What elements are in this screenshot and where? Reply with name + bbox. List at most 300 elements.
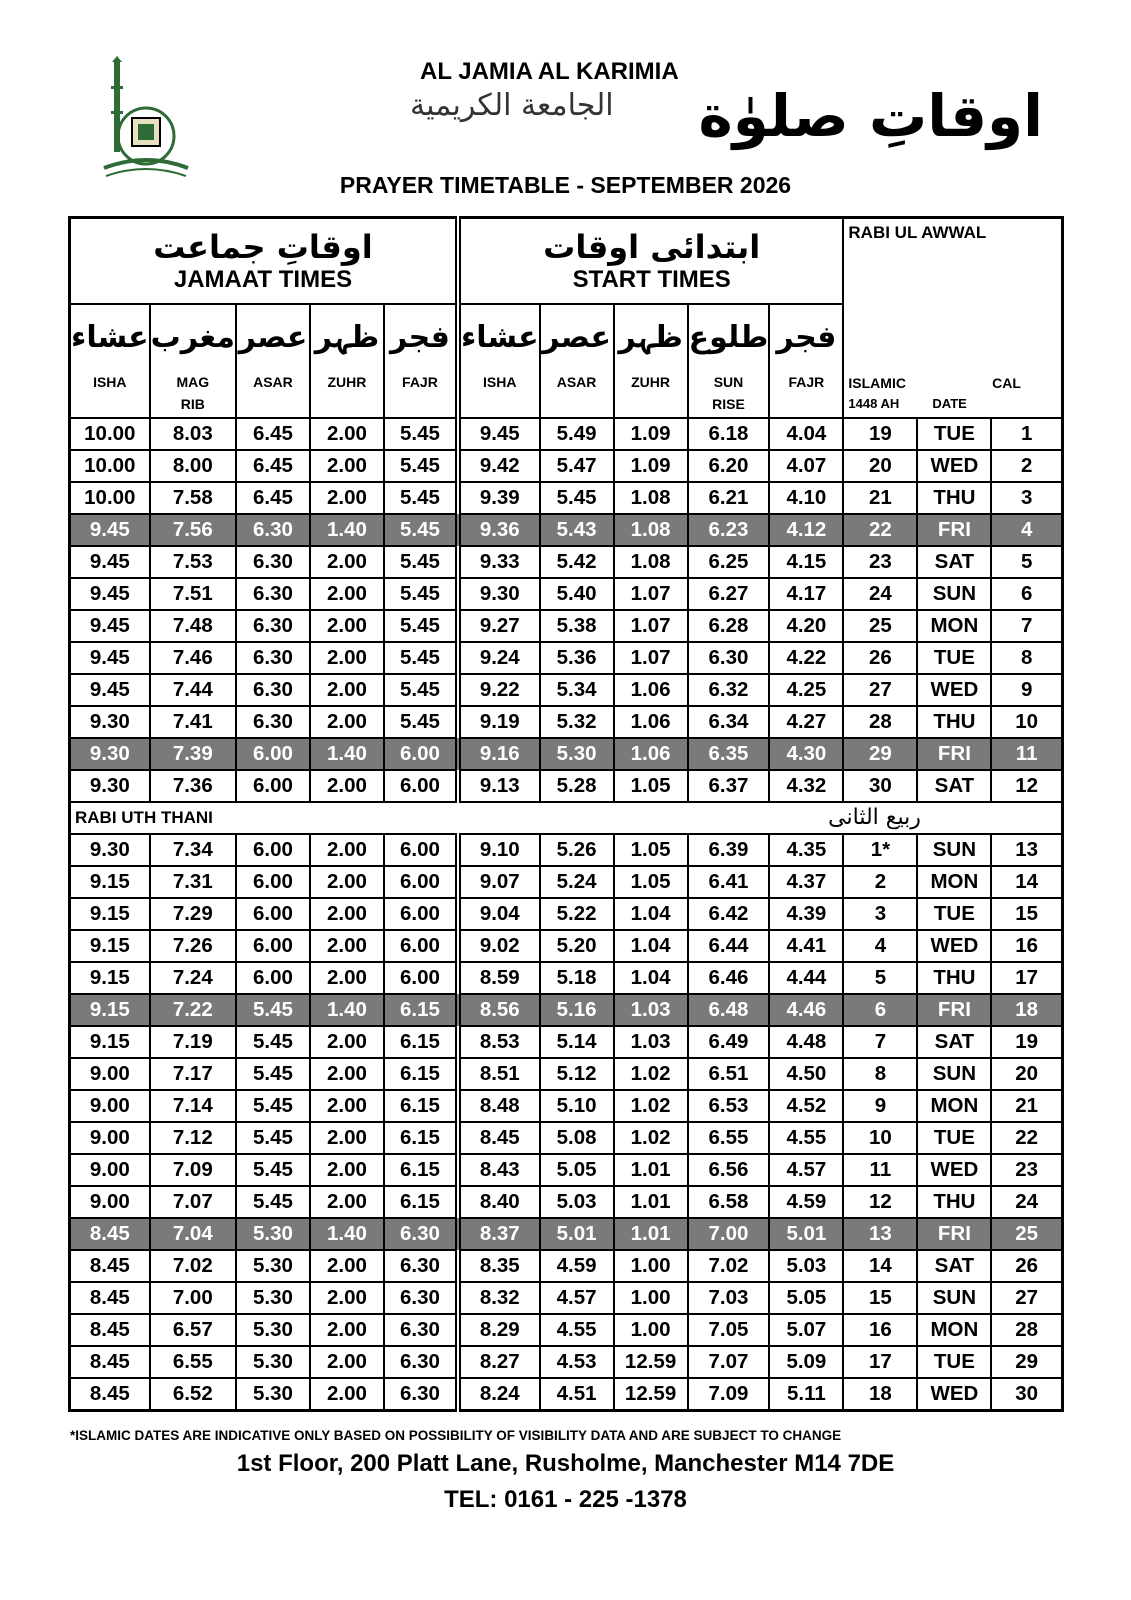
table-cell: MON (917, 1090, 991, 1122)
table-cell: 6.15 (384, 1058, 458, 1090)
table-cell: 1.07 (614, 642, 688, 674)
table-cell: 4.35 (769, 834, 843, 866)
table-cell: 6.52 (150, 1378, 236, 1411)
table-cell: 10.00 (70, 482, 150, 514)
telephone: TEL: 0161 - 225 -1378 (444, 1486, 687, 1513)
table-cell: THU (917, 1186, 991, 1218)
table-cell: 24 (991, 1186, 1062, 1218)
table-cell: 1.08 (614, 482, 688, 514)
table-cell: 5.07 (769, 1314, 843, 1346)
table-cell: 9.42 (458, 450, 540, 482)
table-cell: 5.43 (540, 514, 614, 546)
table-cell: 7.41 (150, 706, 236, 738)
table-cell: 11 (843, 1154, 917, 1186)
table-cell: 9.07 (458, 866, 540, 898)
table-cell: 6.30 (384, 1282, 458, 1314)
table-cell: 2.00 (310, 610, 384, 642)
footnote: *ISLAMIC DATES ARE INDICATIVE ONLY BASED ON POSSIBILITY OF VISIBILITY DATA AND ARE SUBJECT TO CHANGE (70, 1428, 842, 1443)
table-cell: 5.38 (540, 610, 614, 642)
table-cell: 9.00 (70, 1090, 150, 1122)
table-cell: 4.59 (540, 1250, 614, 1282)
col-urdu: عشاء (460, 320, 539, 355)
col-header-jamaat-maghrib (150, 304, 236, 418)
table-cell: 5.45 (384, 674, 458, 706)
table-cell: 1.01 (614, 1154, 688, 1186)
table-cell: 7.09 (688, 1378, 770, 1411)
table-cell: 8.03 (150, 418, 236, 450)
table-cell: 13 (991, 834, 1062, 866)
month-break-urdu: ربیع الثانی (828, 805, 921, 830)
table-cell: 13 (843, 1218, 917, 1250)
table-cell: 1.05 (614, 866, 688, 898)
table-row (70, 642, 1063, 674)
table-cell: 6.00 (384, 866, 458, 898)
table-cell: 6.37 (688, 770, 770, 802)
col-en: FAJR (402, 374, 438, 390)
col-en: SUN (713, 374, 744, 390)
table-cell: 5 (843, 962, 917, 994)
table-cell: 1.07 (614, 610, 688, 642)
table-cell: 9.24 (458, 642, 540, 674)
table-cell: 9.45 (70, 514, 150, 546)
col-urdu: ظہر (314, 320, 380, 355)
table-cell: 12 (843, 1186, 917, 1218)
table-cell: 4.57 (540, 1282, 614, 1314)
table-cell: 9.10 (458, 834, 540, 866)
table-cell: 6.00 (236, 930, 310, 962)
table-cell: 6.00 (384, 770, 458, 802)
table-cell: 6 (991, 578, 1062, 610)
table-cell: TUE (917, 1346, 991, 1378)
table-cell: 6.39 (688, 834, 770, 866)
table-row (70, 1282, 1063, 1314)
table-cell: TUE (917, 898, 991, 930)
table-cell: 2.00 (310, 1058, 384, 1090)
table-cell: 8.27 (458, 1346, 540, 1378)
col-urdu: عشاء (71, 320, 149, 355)
table-cell: 7.29 (150, 898, 236, 930)
table-cell: MON (917, 1314, 991, 1346)
table-cell: 6.41 (688, 866, 770, 898)
table-cell: 6.15 (384, 994, 458, 1026)
col-urdu: فجر (776, 320, 837, 355)
table-cell: 9.15 (70, 1026, 150, 1058)
table-cell: 9.15 (70, 866, 150, 898)
table-cell: 8.29 (458, 1314, 540, 1346)
table-cell: 8.56 (458, 994, 540, 1026)
table-cell: 7.39 (150, 738, 236, 770)
table-cell: 9.30 (70, 770, 150, 802)
table-cell: 6.34 (688, 706, 770, 738)
table-cell: 6.21 (688, 482, 770, 514)
table-cell: 6.30 (384, 1218, 458, 1250)
table-cell: 2 (843, 866, 917, 898)
table-cell: 6.00 (384, 962, 458, 994)
table-row (70, 1314, 1063, 1346)
table-cell: 5.26 (540, 834, 614, 866)
table-cell: 2.00 (310, 418, 384, 450)
table-cell: THU (917, 482, 991, 514)
table-cell: 6.30 (236, 674, 310, 706)
table-cell: 9.33 (458, 546, 540, 578)
col-en: ZUHR (327, 374, 367, 390)
table-cell: 2 (991, 450, 1062, 482)
table-cell: 17 (991, 962, 1062, 994)
table-cell: 4.04 (769, 418, 843, 450)
table-cell: 5.34 (540, 674, 614, 706)
table-cell: 8 (991, 642, 1062, 674)
table-cell: 6.25 (688, 546, 770, 578)
table-cell: 7 (843, 1026, 917, 1058)
col-header-jamaat-isha (70, 304, 150, 418)
table-cell: 2.00 (310, 546, 384, 578)
table-cell: 9.45 (70, 578, 150, 610)
table-cell: 6.00 (384, 930, 458, 962)
table-cell: 23 (843, 546, 917, 578)
table-cell: 22 (843, 514, 917, 546)
table-cell: 6.45 (236, 450, 310, 482)
table-cell: 2.00 (310, 1378, 384, 1411)
table-cell: 6.00 (236, 898, 310, 930)
table-row (70, 866, 1063, 898)
table-row (70, 1346, 1063, 1378)
table-cell: 1.08 (614, 514, 688, 546)
table-cell: 8.45 (70, 1218, 150, 1250)
table-cell: 5.14 (540, 1026, 614, 1058)
table-cell: 12.59 (614, 1346, 688, 1378)
table-cell: 5.18 (540, 962, 614, 994)
table-cell: 5.45 (384, 706, 458, 738)
table-cell: 6.00 (236, 866, 310, 898)
table-cell: 27 (843, 674, 917, 706)
page-title: PRAYER TIMETABLE - SEPTEMBER 2026 (339, 172, 792, 198)
table-cell: 7.24 (150, 962, 236, 994)
table-cell: 9.45 (458, 418, 540, 450)
table-cell: 4.12 (769, 514, 843, 546)
table-cell: 6.58 (688, 1186, 770, 1218)
table-cell: 26 (991, 1250, 1062, 1282)
table-cell: 9.15 (70, 994, 150, 1026)
table-cell: 20 (991, 1058, 1062, 1090)
col-en: RIB (180, 396, 205, 412)
table-cell: 7.07 (688, 1346, 770, 1378)
table-cell: 7.09 (150, 1154, 236, 1186)
col-en: ISHA (93, 374, 127, 390)
table-cell: 1.40 (310, 994, 384, 1026)
table-cell: SUN (917, 1282, 991, 1314)
table-cell: 5.30 (236, 1282, 310, 1314)
table-cell: 27 (991, 1282, 1062, 1314)
table-cell: 1.04 (614, 898, 688, 930)
table-cell: 8.35 (458, 1250, 540, 1282)
table-row (70, 994, 1063, 1026)
col-en: ISHA (483, 374, 517, 390)
table-cell: 9.00 (70, 1186, 150, 1218)
table-cell: 1.00 (614, 1250, 688, 1282)
table-cell: 1.02 (614, 1122, 688, 1154)
table-cell: 20 (843, 450, 917, 482)
table-cell: 6.35 (688, 738, 770, 770)
table-cell: 6.49 (688, 1026, 770, 1058)
table-cell: 18 (991, 994, 1062, 1026)
table-cell: 6.56 (688, 1154, 770, 1186)
table-cell: 4.51 (540, 1378, 614, 1411)
table-cell: 2.00 (310, 482, 384, 514)
table-cell: 9.30 (70, 706, 150, 738)
table-cell: 4.57 (769, 1154, 843, 1186)
table-cell: 1.01 (614, 1186, 688, 1218)
table-cell: 2.00 (310, 1090, 384, 1122)
table-cell: 6.55 (150, 1346, 236, 1378)
table-cell: 5.22 (540, 898, 614, 930)
jamaat-group-urdu: اوقاتِ جماعت (153, 228, 373, 266)
table-cell: 1.04 (614, 930, 688, 962)
col-en: ASAR (556, 374, 597, 390)
table-cell: 1.40 (310, 514, 384, 546)
table-cell: 8.45 (70, 1282, 150, 1314)
table-cell: 5.40 (540, 578, 614, 610)
table-cell: 8.51 (458, 1058, 540, 1090)
address: 1st Floor, 200 Platt Lane, Rusholme, Manchester M14 7DE (236, 1450, 895, 1477)
table-cell: 6.00 (236, 770, 310, 802)
table-cell: 7.14 (150, 1090, 236, 1122)
table-cell: FRI (917, 994, 991, 1026)
month-break-label: RABI UTH THANI (75, 808, 213, 827)
table-cell: 1.05 (614, 834, 688, 866)
table-cell: 9.45 (70, 546, 150, 578)
table-cell: 15 (843, 1282, 917, 1314)
table-cell: 4 (843, 930, 917, 962)
table-cell: 4.27 (769, 706, 843, 738)
table-cell: 1.06 (614, 738, 688, 770)
table-cell: 16 (991, 930, 1062, 962)
table-cell: 7.05 (688, 1314, 770, 1346)
table-cell: 5.45 (236, 1026, 310, 1058)
table-cell: 6.00 (384, 898, 458, 930)
table-cell: 7.04 (150, 1218, 236, 1250)
table-cell: 5.45 (540, 482, 614, 514)
table-cell: 6.00 (236, 962, 310, 994)
table-cell: 3 (991, 482, 1062, 514)
table-cell: 5.03 (769, 1250, 843, 1282)
table-cell: 9.30 (70, 738, 150, 770)
table-cell: 9.16 (458, 738, 540, 770)
table-cell: 9.15 (70, 962, 150, 994)
table-cell: 5.45 (384, 450, 458, 482)
table-cell: 1.02 (614, 1090, 688, 1122)
table-cell: 4.30 (769, 738, 843, 770)
month-break-row (70, 802, 1063, 834)
col-header-jamaat-zuhr (310, 304, 384, 418)
table-cell: FRI (917, 738, 991, 770)
islamic-label: ISLAMIC (848, 375, 906, 391)
table-cell: 5.36 (540, 642, 614, 674)
table-cell: 2.00 (310, 1026, 384, 1058)
table-cell: 6.30 (236, 706, 310, 738)
table-cell: 5.42 (540, 546, 614, 578)
table-cell: 8.32 (458, 1282, 540, 1314)
col-header-start-asar (540, 304, 614, 418)
table-cell: 7.17 (150, 1058, 236, 1090)
table-cell: 6.30 (236, 514, 310, 546)
table-cell: 23 (991, 1154, 1062, 1186)
table-cell: 1.07 (614, 578, 688, 610)
table-cell: 9.39 (458, 482, 540, 514)
table-cell: TUE (917, 1122, 991, 1154)
table-cell: 5.45 (384, 514, 458, 546)
table-cell: 7.12 (150, 1122, 236, 1154)
table-cell: 8.45 (458, 1122, 540, 1154)
table-row (70, 1218, 1063, 1250)
table-cell: 5.45 (384, 642, 458, 674)
table-cell: 8.53 (458, 1026, 540, 1058)
table-cell: 5.08 (540, 1122, 614, 1154)
table-cell: 2.00 (310, 1250, 384, 1282)
table-cell: 2.00 (310, 834, 384, 866)
table-cell: 12 (991, 770, 1062, 802)
col-urdu: مغرب (150, 320, 235, 355)
table-cell: 1.02 (614, 1058, 688, 1090)
table-cell: SAT (917, 1026, 991, 1058)
table-cell: 28 (991, 1314, 1062, 1346)
table-cell: 5.03 (540, 1186, 614, 1218)
table-cell: 10.00 (70, 450, 150, 482)
table-cell: 4.10 (769, 482, 843, 514)
table-cell: 2.00 (310, 450, 384, 482)
table-cell: 9 (991, 674, 1062, 706)
table-row (70, 1122, 1063, 1154)
table-row (70, 1154, 1063, 1186)
table-cell: 24 (843, 578, 917, 610)
table-cell: 2.00 (310, 770, 384, 802)
table-cell: 6.30 (384, 1250, 458, 1282)
table-cell: 5.45 (236, 994, 310, 1026)
table-cell: 9.30 (458, 578, 540, 610)
table-cell: 6.55 (688, 1122, 770, 1154)
table-cell: 2.00 (310, 898, 384, 930)
table-cell: 9.04 (458, 898, 540, 930)
table-cell: 9.36 (458, 514, 540, 546)
table-cell: 5.45 (236, 1122, 310, 1154)
table-cell: 7.19 (150, 1026, 236, 1058)
hijri-month-label: RABI UL AWWAL (848, 223, 987, 242)
table-cell: 7.22 (150, 994, 236, 1026)
table-cell: TUE (917, 642, 991, 674)
table-cell: 5.16 (540, 994, 614, 1026)
table-cell: SUN (917, 1058, 991, 1090)
table-cell: 6.30 (688, 642, 770, 674)
col-urdu: فجر (389, 320, 450, 355)
table-cell: MON (917, 610, 991, 642)
table-cell: FRI (917, 514, 991, 546)
table-cell: 9.15 (70, 898, 150, 930)
table-cell: 5.01 (540, 1218, 614, 1250)
table-cell: 5.10 (540, 1090, 614, 1122)
table-cell: 6.30 (384, 1314, 458, 1346)
table-cell: 8.00 (150, 450, 236, 482)
table-cell: 7.03 (688, 1282, 770, 1314)
table-cell: FRI (917, 1218, 991, 1250)
table-row (70, 578, 1063, 610)
table-cell: 9.15 (70, 930, 150, 962)
table-cell: 6.15 (384, 1154, 458, 1186)
table-cell: SAT (917, 1250, 991, 1282)
col-header-start-sunrise (688, 304, 770, 418)
table-cell: 4.20 (769, 610, 843, 642)
table-cell: 7.34 (150, 834, 236, 866)
col-en: FAJR (788, 374, 825, 390)
table-cell: 6.57 (150, 1314, 236, 1346)
table-cell: 5.05 (769, 1282, 843, 1314)
jamaat-group-header (70, 218, 458, 305)
table-cell: 1.05 (614, 770, 688, 802)
table-cell: SUN (917, 834, 991, 866)
table-cell: 6.15 (384, 1122, 458, 1154)
table-cell: 4.37 (769, 866, 843, 898)
table-cell: 12.59 (614, 1378, 688, 1411)
table-cell: 19 (991, 1026, 1062, 1058)
table-cell: 5.09 (769, 1346, 843, 1378)
table-cell: 28 (843, 706, 917, 738)
table-cell: 5.28 (540, 770, 614, 802)
table-cell: 5.30 (236, 1346, 310, 1378)
table-row (70, 610, 1063, 642)
table-cell: 6.45 (236, 418, 310, 450)
col-urdu: ظہر (618, 320, 683, 355)
table-cell: 4.55 (769, 1122, 843, 1154)
table-cell: 9.00 (70, 1154, 150, 1186)
col-header-jamaat-fajr (384, 304, 458, 418)
table-cell: 5.24 (540, 866, 614, 898)
table-cell: 25 (843, 610, 917, 642)
org-name-en: AL JAMIA AL KARIMIA (420, 58, 679, 85)
table-cell: 3 (843, 898, 917, 930)
table-row (70, 514, 1063, 546)
table-cell: 26 (843, 642, 917, 674)
table-cell: 5.45 (384, 610, 458, 642)
table-cell: 7 (991, 610, 1062, 642)
table-row (70, 962, 1063, 994)
table-cell: 4.39 (769, 898, 843, 930)
table-cell: 2.00 (310, 1186, 384, 1218)
table-cell: 10.00 (70, 418, 150, 450)
table-row (70, 930, 1063, 962)
table-cell: 19 (843, 418, 917, 450)
table-cell: 5.05 (540, 1154, 614, 1186)
table-cell: 1.40 (310, 1218, 384, 1250)
table-cell: 6 (843, 994, 917, 1026)
col-urdu: عصر (238, 320, 308, 355)
table-cell: 5.45 (236, 1154, 310, 1186)
table-cell: 6.27 (688, 578, 770, 610)
col-header-start-isha (458, 304, 540, 418)
table-cell: 7.58 (150, 482, 236, 514)
col-header-jamaat-asar (236, 304, 310, 418)
table-cell: 8.45 (70, 1346, 150, 1378)
table-cell: MON (917, 866, 991, 898)
table-cell: 6.32 (688, 674, 770, 706)
table-cell: 8.45 (70, 1314, 150, 1346)
col-en: ASAR (253, 374, 293, 390)
hijri-header (843, 218, 1062, 419)
table-cell: 21 (843, 482, 917, 514)
table-cell: 4.48 (769, 1026, 843, 1058)
title-urdu: اوقاتِ صلوٰة (698, 82, 1043, 150)
table-cell: 4.44 (769, 962, 843, 994)
table-cell: 8.59 (458, 962, 540, 994)
table-cell: 4.22 (769, 642, 843, 674)
table-row (70, 450, 1063, 482)
